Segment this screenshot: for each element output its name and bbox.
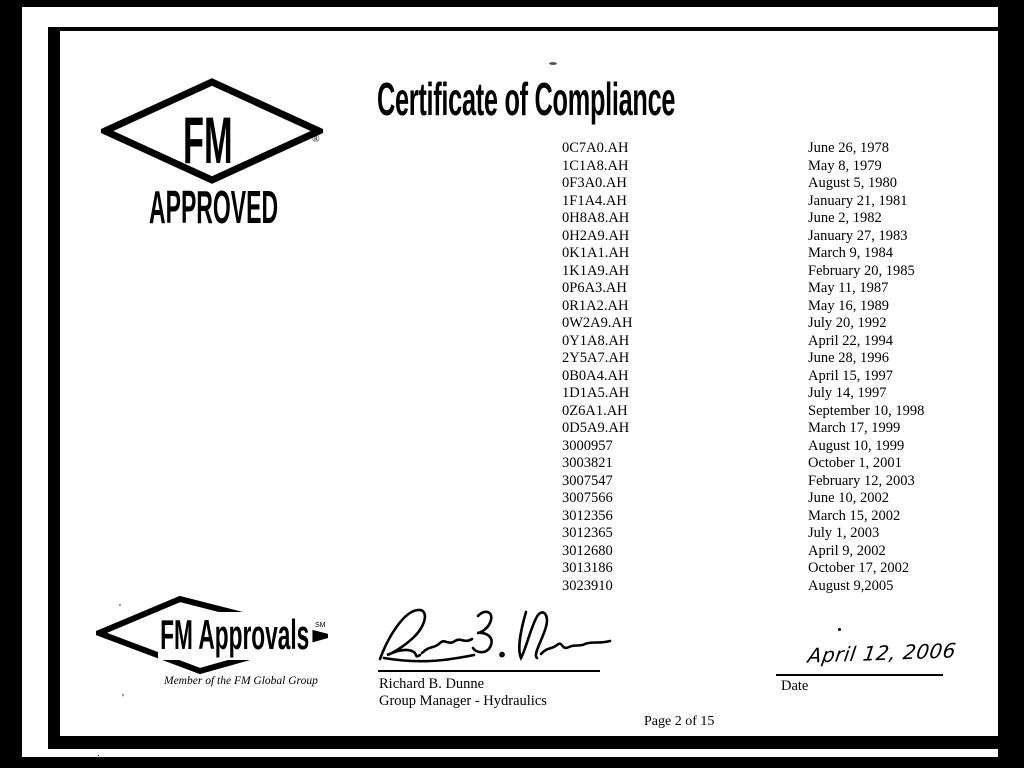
certificate-number: 3000957 xyxy=(562,437,613,454)
page-number: Page 2 of 15 xyxy=(644,714,715,729)
signature-line xyxy=(378,670,600,672)
certificate-row xyxy=(562,508,924,526)
certificate-row xyxy=(562,158,924,176)
certificate-date: June 26, 1978 xyxy=(808,140,889,156)
certificate-date: June 28, 1996 xyxy=(808,350,889,366)
certificate-date: August 9,2005 xyxy=(808,577,894,594)
certificate-date: June 2, 1982 xyxy=(808,210,882,226)
certificate-number: 1C1A8.AH xyxy=(562,157,629,174)
certificate-row xyxy=(562,315,924,333)
signer-title: Group Manager - Hydraulics xyxy=(379,693,547,709)
certificate-row xyxy=(562,280,924,298)
approved-label: APPROVED xyxy=(149,181,279,233)
certificate-paper xyxy=(22,7,998,763)
certificate-row xyxy=(562,210,924,228)
certificate-number: 3012356 xyxy=(562,507,613,524)
certificate-row xyxy=(562,455,924,473)
certificate-date: July 14, 1997 xyxy=(808,385,887,401)
certificate-row xyxy=(562,403,924,421)
date-line xyxy=(776,674,943,676)
certificate-date: April 9, 2002 xyxy=(808,542,886,559)
registered-trademark-icon: ® xyxy=(312,134,320,145)
certificate-row xyxy=(562,420,924,438)
certificate-number: 0F3A0.AH xyxy=(562,175,627,191)
certificate-row xyxy=(562,543,924,561)
certificate-number: 0H2A9.AH xyxy=(562,227,630,244)
scan-artifact xyxy=(549,62,557,65)
certificate-number: 0R1A2.AH xyxy=(562,297,629,314)
certificate-row xyxy=(562,140,924,158)
scan-artifact xyxy=(838,628,841,631)
certificate-date: January 27, 1983 xyxy=(808,227,908,244)
certificate-date: June 10, 2002 xyxy=(808,490,889,506)
certificate-row xyxy=(562,263,924,281)
certificate-list xyxy=(562,140,924,595)
certificate-row xyxy=(562,385,924,403)
certificate-number: 2Y5A7.AH xyxy=(562,350,630,366)
date-label: Date xyxy=(781,678,809,694)
certificate-number: 3003821 xyxy=(562,455,613,471)
scan-artifact: : xyxy=(97,751,101,763)
certificate-date: April 15, 1997 xyxy=(808,367,893,384)
certificate-number: 1F1A4.AH xyxy=(562,192,627,209)
certificate-date: March 9, 1984 xyxy=(808,245,893,261)
signer-name: Richard B. Dunne xyxy=(379,676,485,692)
certificate-date: August 10, 1999 xyxy=(808,437,905,454)
handwritten-signature xyxy=(374,603,624,671)
certificate-row xyxy=(562,490,924,508)
certificate-date: July 20, 1992 xyxy=(808,315,887,331)
certificate-number: 0W2A9.AH xyxy=(562,315,633,331)
certificate-date: May 16, 1989 xyxy=(808,297,889,314)
page-title: Certificate of Compliance xyxy=(377,73,676,125)
certificate-row xyxy=(562,438,924,456)
certificate-number: 3007566 xyxy=(562,490,613,506)
certificate-row xyxy=(562,578,924,596)
certificate-date: August 5, 1980 xyxy=(808,175,898,191)
certificate-date: February 12, 2003 xyxy=(808,472,915,489)
certificate-date: May 8, 1979 xyxy=(808,157,882,174)
certificate-row xyxy=(562,560,924,578)
certificate-row xyxy=(562,333,924,351)
certificate-row xyxy=(562,473,924,491)
certificate-number: 0B0A4.AH xyxy=(562,367,629,384)
certificate-date: July 1, 2003 xyxy=(808,525,880,541)
certificate-number: 0P6A3.AH xyxy=(562,280,627,296)
certificate-row xyxy=(562,175,924,193)
scan-artifact: ' xyxy=(122,692,124,704)
certificate-number: 3013186 xyxy=(562,560,613,576)
handwritten-date: April 12, 2006 xyxy=(806,638,958,668)
certificate-row xyxy=(562,368,924,386)
certificate-number: 1D1A5.AH xyxy=(562,385,630,401)
fm-logo-text: FM xyxy=(183,103,233,177)
certificate-row xyxy=(562,298,924,316)
certificate-row xyxy=(562,228,924,246)
certificate-number: 0Z6A1.AH xyxy=(562,402,628,419)
certificate-row xyxy=(562,245,924,263)
certificate-number: 3023910 xyxy=(562,577,613,594)
certificate-date: April 22, 1994 xyxy=(808,332,893,349)
certificate-number: 3012365 xyxy=(562,525,613,541)
certificate-date: October 1, 2001 xyxy=(808,455,902,471)
certificate-date: March 17, 1999 xyxy=(808,420,901,436)
certificate-number: 3007547 xyxy=(562,472,613,489)
service-mark-icon: SM xyxy=(315,622,326,629)
certificate-row xyxy=(562,350,924,368)
certificate-date: March 15, 2002 xyxy=(808,507,901,524)
certificate-number: 0C7A0.AH xyxy=(562,140,629,156)
certificate-number: 0D5A9.AH xyxy=(562,420,630,436)
fm-approvals-logo-text: FM Approvals xyxy=(158,612,313,660)
certificate-date: September 10, 1998 xyxy=(808,402,925,419)
certificate-number: 3012680 xyxy=(562,542,613,559)
certificate-number: 0K1A1.AH xyxy=(562,245,630,261)
certificate-row xyxy=(562,193,924,211)
certificate-number: 0H8A8.AH xyxy=(562,210,630,226)
certificate-number: 1K1A9.AH xyxy=(562,262,630,279)
certificate-date: February 20, 1985 xyxy=(808,262,915,279)
certificate-row xyxy=(562,525,924,543)
certificate-number: 0Y1A8.AH xyxy=(562,332,630,349)
certificate-date: January 21, 1981 xyxy=(808,192,908,209)
fm-global-tagline: Member of the FM Global Group xyxy=(164,675,318,687)
certificate-date: May 11, 1987 xyxy=(808,280,889,296)
scan-artifact: ' xyxy=(119,602,121,614)
certificate-date: October 17, 2002 xyxy=(808,560,910,576)
